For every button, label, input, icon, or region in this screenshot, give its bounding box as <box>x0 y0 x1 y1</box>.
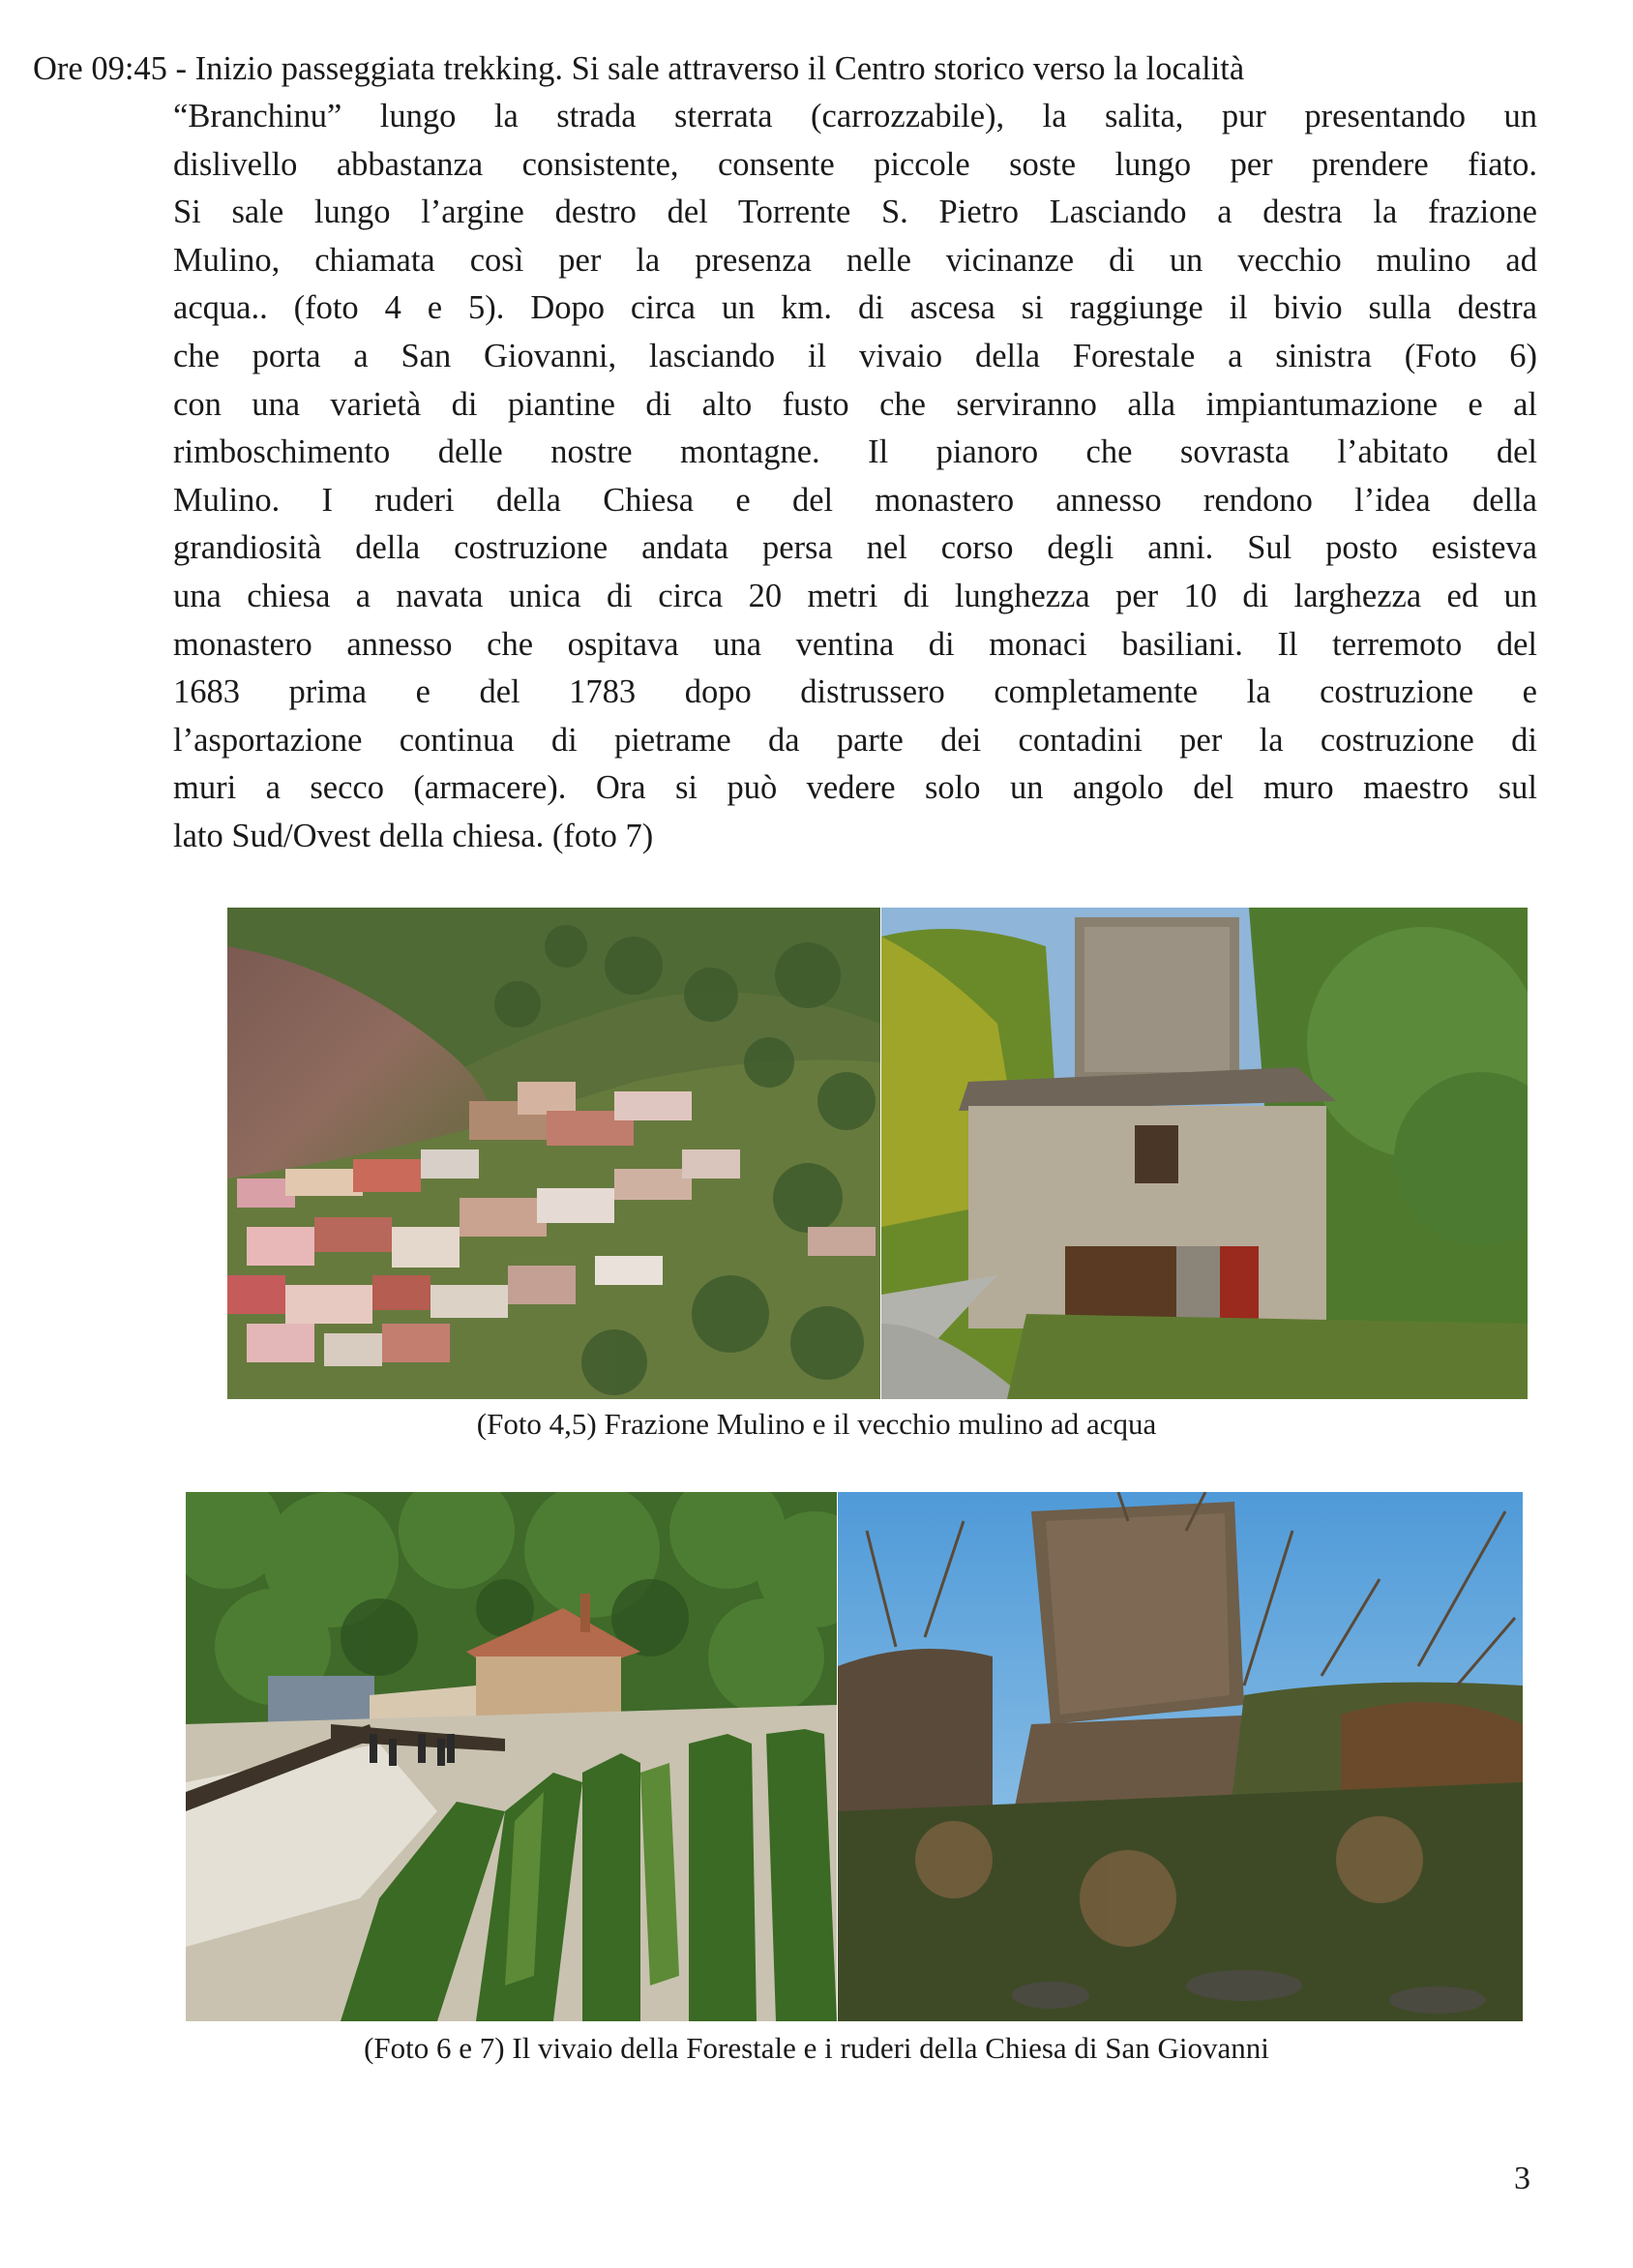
paragraph-line: l’asportazione continua di pietrame da parte dei contadini per la costruzione di <box>173 721 1537 759</box>
body-paragraph <box>173 93 1537 861</box>
paragraph-line: che porta a San Giovanni, lasciando il vivaio della Forestale a sinistra (Foto 6) <box>173 337 1537 374</box>
paragraph-line: Si sale lungo l’argine destro del Torrente S. Pietro Lasciando a destra la frazione <box>173 194 1537 231</box>
paragraph-line: lato Sud/Ovest della chiesa. (foto 7) <box>173 817 654 854</box>
caption-photos-6-7: (Foto 6 e 7) Il vivaio della Forestale e i ruderi della Chiesa di San Giovanni <box>364 2031 1269 2065</box>
paragraph-line: “Branchinu” lungo la strada sterrata (carrozzabile), la salita, pur presentando un <box>173 98 1537 134</box>
photo-church-ruins <box>838 1492 1523 2021</box>
paragraph-line: monastero annesso che ospitava una ventina di monaci basiliani. Il terremoto del <box>173 625 1537 663</box>
paragraph-line: acqua.. (foto 4 e 5). Dopo circa un km. di ascesa si raggiunge il bivio sulla destra <box>173 289 1537 327</box>
intro-line: Ore 09:45 - Inizio passeggiata trekking. Si sale attraverso il Centro storico verso la località <box>33 50 1245 87</box>
paragraph-line: Mulino. I ruderi della Chiesa e del monastero annesso rendono l’idea della <box>173 481 1537 519</box>
paragraph-line: grandiosità della costruzione andata persa nel corso degli anni. Sul posto esisteva <box>173 529 1537 567</box>
paragraph-line: rimboschimento delle nostre montagne. Il pianoro che sovrasta l’abitato del <box>173 433 1537 471</box>
paragraph-line: dislivello abbastanza consistente, consente piccole soste lungo per prendere fiato. <box>173 145 1537 183</box>
photo-forest-nursery <box>186 1492 837 2021</box>
photo-village-mulino <box>227 908 880 1399</box>
paragraph-line: Mulino, chiamata così per la presenza nelle vicinanze di un vecchio mulino ad <box>173 241 1537 279</box>
paragraph-line: con una varietà di piantine di alto fusto che serviranno alla impiantumazione e al <box>173 385 1537 423</box>
page-number: 3 <box>1514 2161 1530 2196</box>
paragraph-line: una chiesa a navata unica di circa 20 metri di lunghezza per 10 di larghezza ed un <box>173 577 1537 614</box>
paragraph-line: muri a secco (armacere). Ora si può vedere solo un angolo del muro maestro sul <box>173 769 1537 807</box>
caption-photos-4-5: (Foto 4,5) Frazione Mulino e il vecchio mulino ad acqua <box>476 1407 1157 1441</box>
paragraph-line: 1683 prima e del 1783 dopo distrussero completamente la costruzione e <box>173 673 1537 711</box>
photo-old-water-mill <box>881 908 1528 1399</box>
